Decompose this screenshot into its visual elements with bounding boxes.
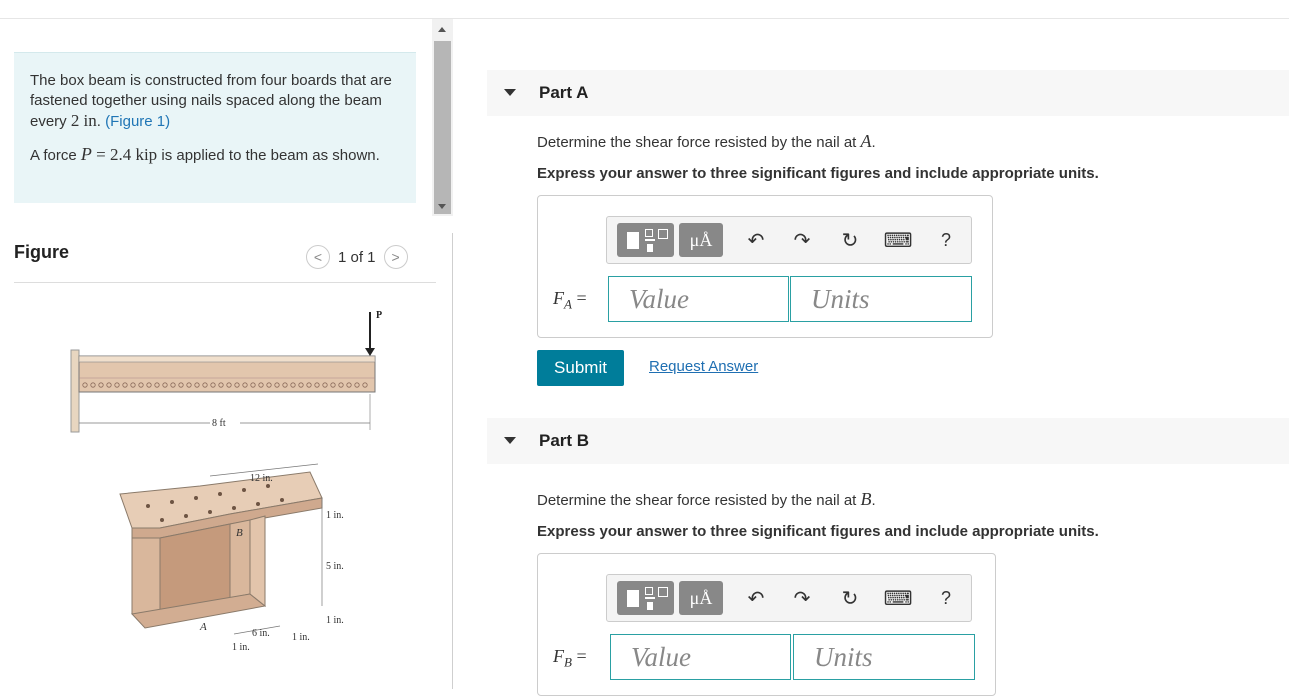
point-a-label: A xyxy=(200,621,207,633)
next-figure-button[interactable]: > xyxy=(384,245,408,269)
load-label: P xyxy=(376,310,383,321)
problem-text-1: The box beam is constructed from four boards that are fastened together using nails spaced along the beam every 2 in. (Figure 1) xyxy=(30,72,392,130)
bottom-thickness-label: 1 in. xyxy=(326,615,344,626)
part-b-math-toolbar xyxy=(606,574,972,622)
top-thickness-label: 1 in. xyxy=(326,510,344,521)
request-answer-link[interactable]: Request Answer xyxy=(649,358,759,375)
scroll-thumb[interactable] xyxy=(434,41,451,214)
part-a-math-toolbar xyxy=(606,216,972,264)
left-thickness-label: 1 in. xyxy=(232,642,250,653)
keyboard-icon[interactable]: ⌨ xyxy=(883,587,913,610)
part-b-instruction: Express your answer to three significant figures and include appropriate units. xyxy=(537,523,1099,540)
width-label: 12 in. xyxy=(250,473,273,484)
reset-icon[interactable]: ↻ xyxy=(841,587,859,610)
part-a-title: Part A xyxy=(539,83,589,102)
scroll-up-arrow-icon[interactable] xyxy=(438,27,446,32)
redo-icon[interactable]: ↷ xyxy=(793,587,811,610)
figure-title: Figure xyxy=(14,242,70,262)
figure-separator xyxy=(14,282,436,283)
figure-page-count: 1 of 1 xyxy=(338,248,376,266)
reset-icon[interactable]: ↻ xyxy=(841,229,859,252)
part-b-variable-label: $F_B$ = xyxy=(553,646,587,670)
depth-label: 5 in. xyxy=(326,561,344,572)
right-thickness-label: 1 in. xyxy=(292,632,310,643)
part-a-units-input[interactable]: Units xyxy=(790,276,972,322)
help-icon[interactable]: ? xyxy=(940,587,951,608)
beam-top-board xyxy=(79,356,375,362)
units-icon[interactable]: μÅ xyxy=(679,223,723,257)
part-a-instruction: Express your answer to three significant figures and include appropriate units. xyxy=(537,165,1099,182)
beam-figure xyxy=(60,298,390,668)
problem-text-2: A force P = 2.4 kip is applied to the beam as shown. xyxy=(30,144,380,164)
box-beam-diagram xyxy=(60,298,390,668)
undo-icon[interactable]: ↶ xyxy=(747,587,765,610)
keyboard-icon[interactable]: ⌨ xyxy=(883,229,913,252)
units-icon[interactable]: μÅ xyxy=(679,581,723,615)
templates-icon[interactable] xyxy=(617,223,674,257)
part-b-question: Determine the shear force resisted by the nail at B. xyxy=(537,489,876,509)
collapse-part-b-icon[interactable] xyxy=(504,437,516,444)
part-a-value-input[interactable]: Value xyxy=(608,276,789,322)
web-spacing-label: 6 in. xyxy=(252,628,270,639)
undo-icon[interactable]: ↶ xyxy=(747,229,765,252)
part-b-title: Part B xyxy=(539,431,590,450)
collapse-part-a-icon[interactable] xyxy=(504,89,516,96)
figure-pager xyxy=(306,244,408,270)
part-b-header[interactable] xyxy=(487,418,1289,464)
cross-section xyxy=(120,472,322,628)
part-a-variable-label: $F_A$ = xyxy=(553,288,587,312)
part-a-question: Determine the shear force resisted by the nail at A. xyxy=(537,131,876,151)
templates-icon[interactable] xyxy=(617,581,674,615)
prev-figure-button[interactable]: < xyxy=(306,245,330,269)
pane-divider[interactable] xyxy=(452,233,453,689)
part-b-units-input[interactable]: Units xyxy=(793,634,975,680)
scroll-down-arrow-icon[interactable] xyxy=(438,204,446,209)
part-b-value-input[interactable]: Value xyxy=(610,634,791,680)
top-divider xyxy=(0,18,1289,19)
part-b-answer-box xyxy=(537,553,996,696)
problem-scrollbar[interactable] xyxy=(432,19,453,216)
part-a-answer-box xyxy=(537,195,993,338)
submit-button[interactable]: Submit xyxy=(537,350,624,386)
redo-icon[interactable]: ↷ xyxy=(793,229,811,252)
figure-link[interactable]: (Figure 1) xyxy=(105,113,171,130)
length-label: 8 ft xyxy=(212,418,226,429)
help-icon[interactable]: ? xyxy=(940,229,951,250)
part-a-header[interactable] xyxy=(487,70,1289,116)
load-arrow-head xyxy=(365,348,375,356)
problem-statement xyxy=(14,52,416,203)
wall-support xyxy=(71,350,79,432)
point-b-label: B xyxy=(236,527,243,539)
